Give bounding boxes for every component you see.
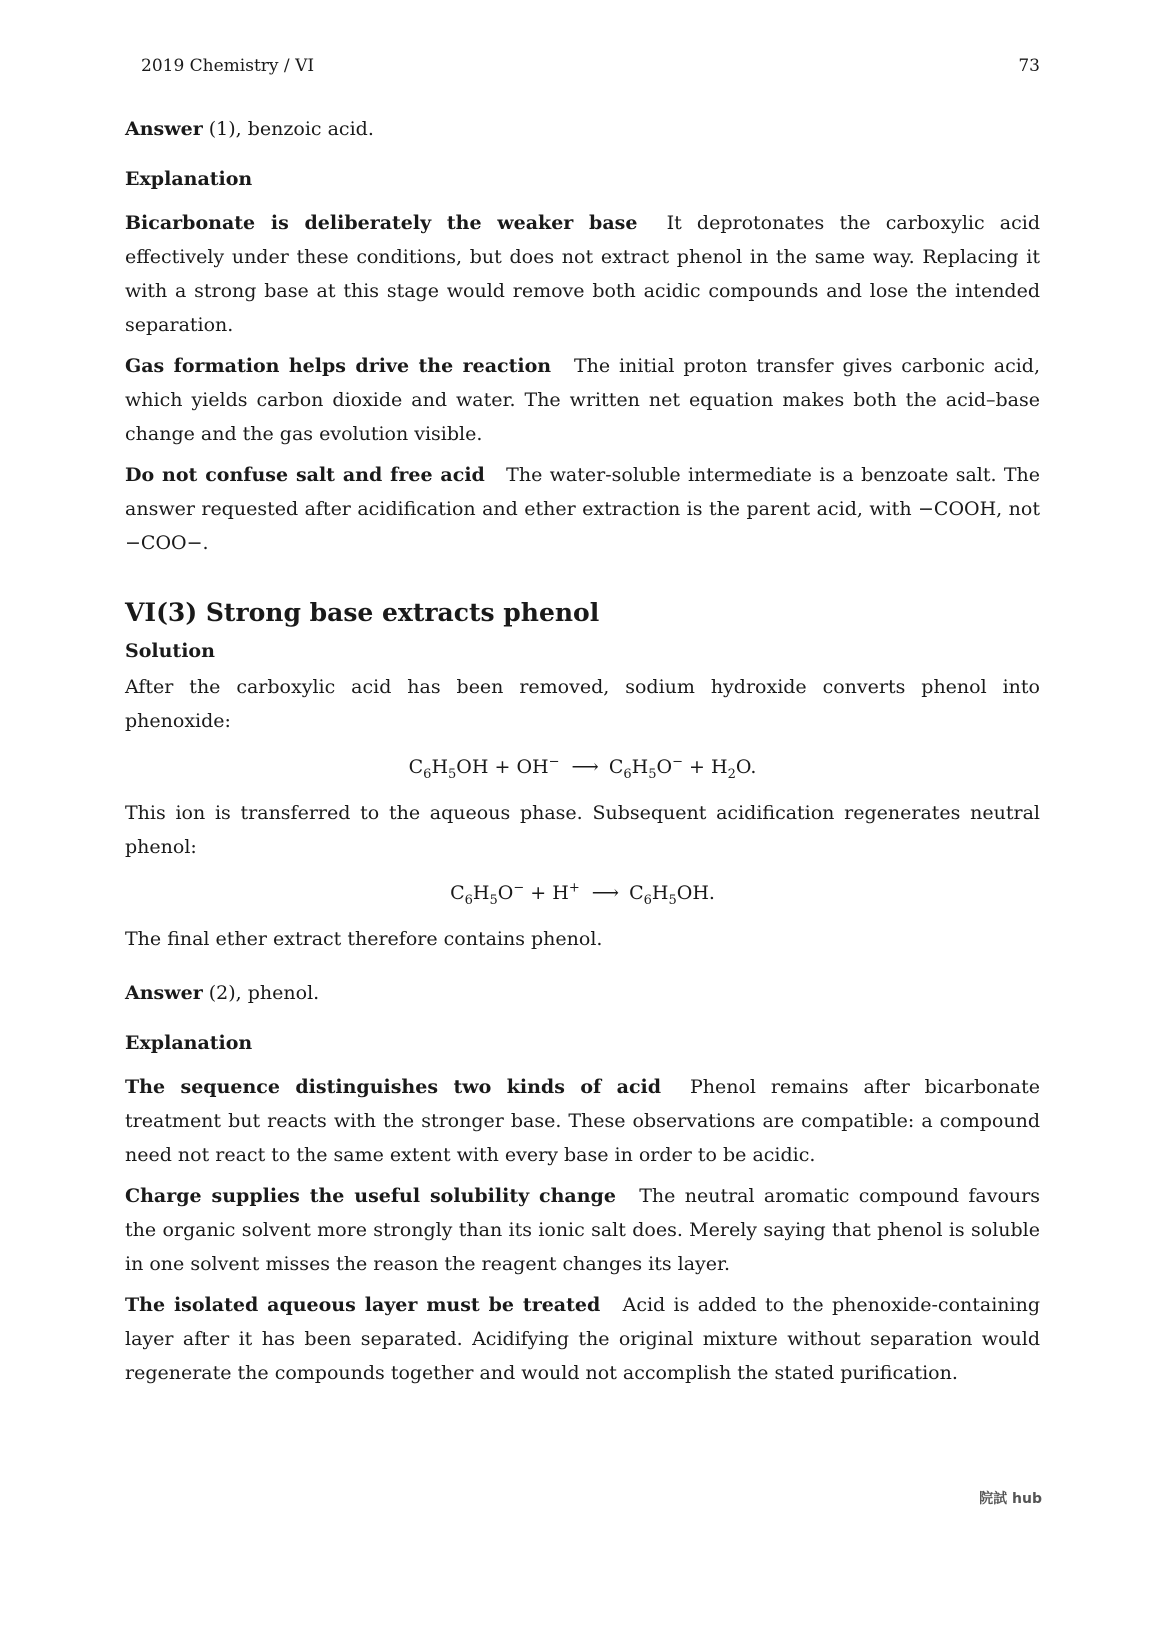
footer-logo: 院試 hub [979, 1491, 1042, 1507]
explanation-2-item-text: The neutral aromatic compound favours the organic solvent more strongly than its ionic salt does. Merely saying that phenol is soluble in one solvent misses the reason the reagent changes its layer. [125, 1185, 1040, 1275]
equation-phenoxide-to-phenol: $C_6H_5O^- + H^+$ ⟶ $C_6H_5OH$. [450, 880, 715, 908]
solution-middle: This ion is transferred to the aqueous phase. Subsequent acidification regenerates neutral phenol: [125, 802, 1040, 858]
page-body [125, 112, 1040, 1397]
explanation-2-item [125, 1070, 1040, 1172]
explanation-1-item-text: It deprotonates the carboxylic acid effectively under these conditions, but does not extract phenol in the same way. Replacing it with a strong base at this stage would remove both acidic compounds and lose the intended separation. [125, 212, 1040, 336]
explanation-1-item-text: The water-soluble intermediate is a benzoate salt. The answer requested after acidification and ether extraction is the parent acid, with −COOH, not −COO−. [125, 464, 1041, 554]
explanation-2-item-text: Acid is added to the phenoxide-containing layer after it has been separated. Acidifying the original mixture without separation would regenerate the compounds together and would not accomplish the stated purification. [125, 1294, 1040, 1384]
explanation-1-item [125, 458, 1040, 560]
explanation-1-item-lead: Bicarbonate is deliberately the weaker base [125, 212, 638, 234]
explanation-2-item [125, 1179, 1040, 1281]
solution-intro: After the carboxylic acid has been removed, sodium hydroxide converts phenol into phenoxide: [125, 676, 1040, 732]
explanation-2-item-lead: Charge supplies the useful solubility change [125, 1185, 616, 1207]
section-title: VI(3) Strong base extracts phenol [125, 598, 600, 627]
answer-1-label: Answer [125, 118, 203, 140]
explanation-1-item [125, 349, 1040, 451]
reaction-arrow-icon: ⟶ [571, 756, 597, 778]
explanation-1-item-lead: Do not confuse salt and free acid [125, 464, 485, 486]
running-head-title: 2019 Chemistry / VI [141, 56, 315, 76]
explanation-1-label: Explanation [125, 168, 253, 190]
answer-2 [125, 976, 1040, 1010]
explanation-2-item [125, 1288, 1040, 1390]
page-number: 73 [1018, 56, 1040, 76]
explanation-2-item-lead: The sequence distinguishes two kinds of acid [125, 1076, 662, 1098]
explanation-2-item-lead: The isolated aqueous layer must be treated [125, 1294, 601, 1316]
explanation-1-item [125, 206, 1040, 342]
equation-phenol-to-phenoxide: $C_6H_5OH + OH^-$ ⟶ $C_6H_5O^- + H_2O$. [408, 754, 757, 782]
solution-label: Solution [125, 640, 215, 662]
running-head [141, 56, 1040, 80]
answer-1-text: (1), benzoic acid. [208, 118, 374, 140]
explanation-1-item-lead: Gas formation helps drive the reaction [125, 355, 552, 377]
solution-conclusion: The final ether extract therefore contains phenol. [125, 928, 603, 950]
reaction-arrow-icon: ⟶ [591, 882, 618, 904]
explanation-2-item-text: Phenol remains after bicarbonate treatment but reacts with the stronger base. These observations are compatible: a compound need not react to the same extent with every base in order to be acidic. [125, 1076, 1041, 1166]
explanation-2-label: Explanation [125, 1032, 253, 1054]
answer-2-label: Answer [125, 982, 203, 1004]
answer-1 [125, 112, 1040, 146]
explanation-1-item-text: The initial proton transfer gives carbonic acid, which yields carbon dioxide and water. The written net equation makes both the acid–base change and the gas evolution visible. [125, 355, 1041, 445]
answer-2-text: (2), phenol. [208, 982, 320, 1004]
